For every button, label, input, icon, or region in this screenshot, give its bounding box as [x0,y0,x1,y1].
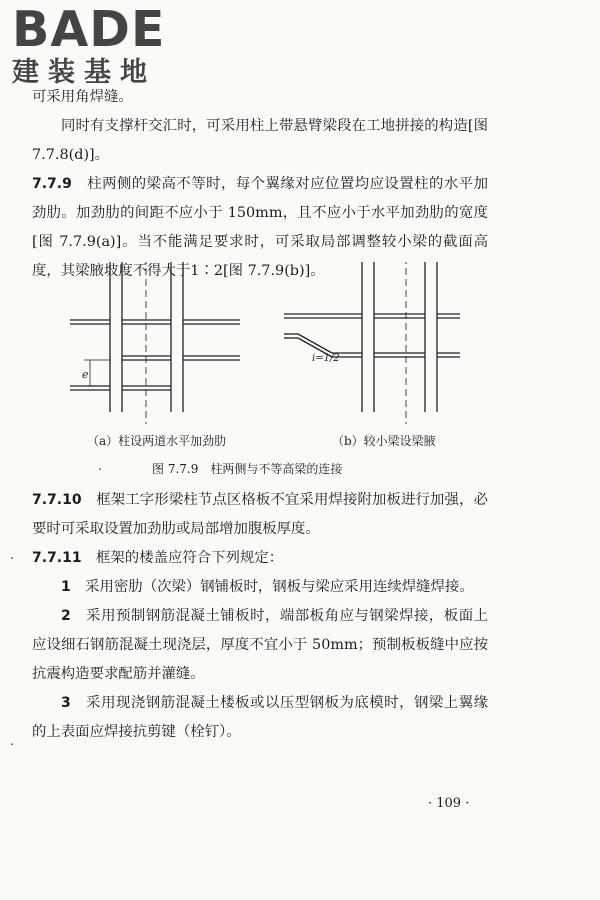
item-number: 2 [61,608,71,624]
slope-label: i=1/2 [312,353,340,364]
item-3: 3 采用现浇钢筋混凝土楼板或以压型钢板为底模时，钢梁上翼缘的上表面应焊接抗剪键（栓钉）。 [32,695,488,740]
clause-number: 7.7.9 [32,176,72,192]
logo-subtitle: 建装基地 [12,57,156,88]
page-number: · 109 · [428,796,470,811]
text-block-top [32,83,488,286]
clause-7-7-9: 7.7.9 柱两侧的梁高不等时，每个翼缘对应位置均应设置柱的水平加劲肋。加劲肋的间距不应小于 150mm，且不应小于水平加劲肋的宽度[图 7.7.9(a)]。当不能满足要求时，可采取局部调整较小梁的截面高度，其梁腋坡度不得大于1∶2[图 7.7.9(b)]。 [32,176,488,279]
item-number: 1 [61,579,71,595]
haunch-slope-outer-b [298,334,332,353]
caption-a: （a）柱设两道水平加劲肋 [87,434,227,448]
item-number: 3 [61,695,71,711]
text-block-bottom [32,486,488,747]
figure-drawing [40,262,510,487]
figure-title: 图 7.7.9 柱两侧与不等高梁的连接 [152,462,343,476]
margin-mark: . [10,734,14,748]
figure-7-7-9 [40,262,510,487]
clause-number: 7.7.11 [32,550,82,566]
logo-wordmark: BADE [12,1,166,58]
dim-label-e: e [82,368,89,381]
margin-mark: . [10,548,14,562]
item-1: 1 采用密肋（次梁）钢铺板时，钢板与梁应采用连续焊缝焊接。 [61,579,474,595]
clause-7-7-11: 7.7.11 框架的楼盖应符合下列规定： [32,550,284,566]
clause-7-7-10: 7.7.10 框架工字形梁柱节点区格板不宜采用焊接附加板进行加强，必要时可采取设置加劲肋或局部增加腹板厚度。 [32,492,488,537]
item-2: 2 采用预制钢筋混凝土铺板时，端部板角应与钢梁焊接，板面上应设细石钢筋混凝土现浇层，厚度不宜小于 50mm；预制板板缝中应按抗震构造要求配筋并灌缝。 [32,608,488,682]
clause-number: 7.7.10 [32,492,82,508]
paragraph-support-joint: 同时有支撑杆交汇时，可采用柱上带悬臂梁段在工地拼接的构造[图 7.7.8(d)]。 [32,118,488,163]
figure-marker: . [98,459,102,473]
caption-b: （b）较小梁设梁腋 [332,434,436,448]
paragraph-continuation: 可采用角焊缝。 [32,89,133,105]
